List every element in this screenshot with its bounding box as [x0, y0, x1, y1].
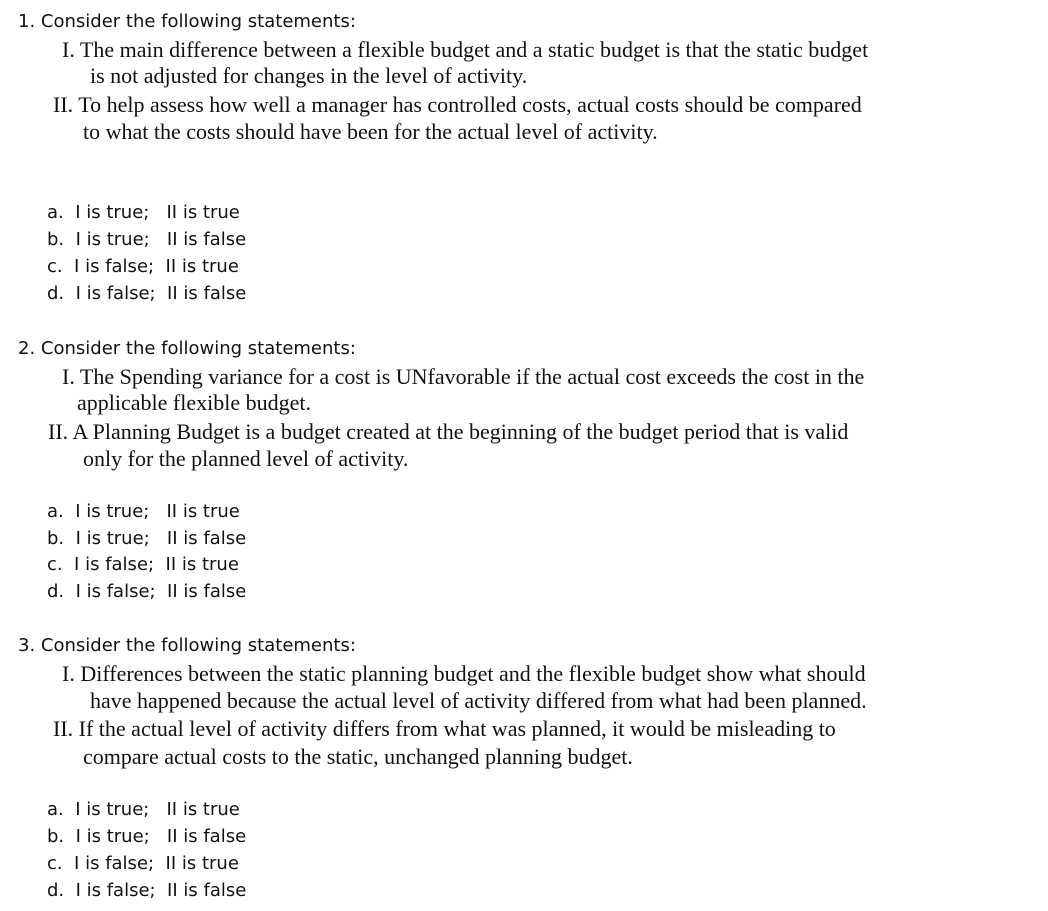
- question-1-statement-1-line-1: I. The main difference between a flexible budget and a static budget is that the static budget: [62, 37, 869, 62]
- question-1-option-a: a. I is true; II is true: [47, 202, 240, 223]
- question-2-statement-1-line-2: applicable flexible budget.: [77, 390, 311, 415]
- question-3-statement-1-line-2: have happened because the actual level of activity differed from what had been planned.: [90, 688, 867, 713]
- question-3-statement-2-line-2: compare actual costs to the static, unchanged planning budget.: [83, 744, 633, 769]
- question-2-heading: 2. Consider the following statements:: [18, 338, 356, 359]
- question-3-statement-2-line-1: II. If the actual level of activity differs from what was planned, it would be misleading to: [53, 716, 836, 741]
- question-2-option-b: b. I is true; II is false: [47, 528, 247, 549]
- question-1-statement-2-line-2: to what the costs should have been for the actual level of activity.: [83, 119, 658, 144]
- question-1-option-d: d. I is false; II is false: [47, 283, 247, 304]
- question-1-heading: 1. Consider the following statements:: [18, 11, 356, 32]
- question-2-statement-2-line-1: II. A Planning Budget is a budget created at the beginning of the budget period that is valid: [48, 419, 849, 444]
- question-2-statement-1-line-1: I. The Spending variance for a cost is UNfavorable if the actual cost exceeds the cost in the: [62, 364, 865, 389]
- question-2-option-a: a. I is true; II is true: [47, 501, 240, 522]
- question-2-option-c: c. I is false; II is true: [47, 554, 239, 575]
- question-1-option-b: b. I is true; II is false: [47, 229, 247, 250]
- question-1-option-c: c. I is false; II is true: [47, 256, 239, 277]
- question-3-option-d: d. I is false; II is false: [47, 880, 247, 901]
- question-3-option-a: a. I is true; II is true: [47, 799, 240, 820]
- question-2-statement-2-line-2: only for the planned level of activity.: [83, 446, 409, 471]
- question-1-statement-2-line-1: II. To help assess how well a manager has controlled costs, actual costs should be compared: [53, 92, 862, 117]
- question-3-option-b: b. I is true; II is false: [47, 826, 247, 847]
- question-3-option-c: c. I is false; II is true: [47, 853, 239, 874]
- question-3-statement-1-line-1: I. Differences between the static planning budget and the flexible budget show what should: [62, 661, 866, 686]
- question-1-statement-1-line-2: is not adjusted for changes in the level of activity.: [90, 63, 528, 88]
- question-2-option-d: d. I is false; II is false: [47, 581, 247, 602]
- question-3-heading: 3. Consider the following statements:: [18, 635, 356, 656]
